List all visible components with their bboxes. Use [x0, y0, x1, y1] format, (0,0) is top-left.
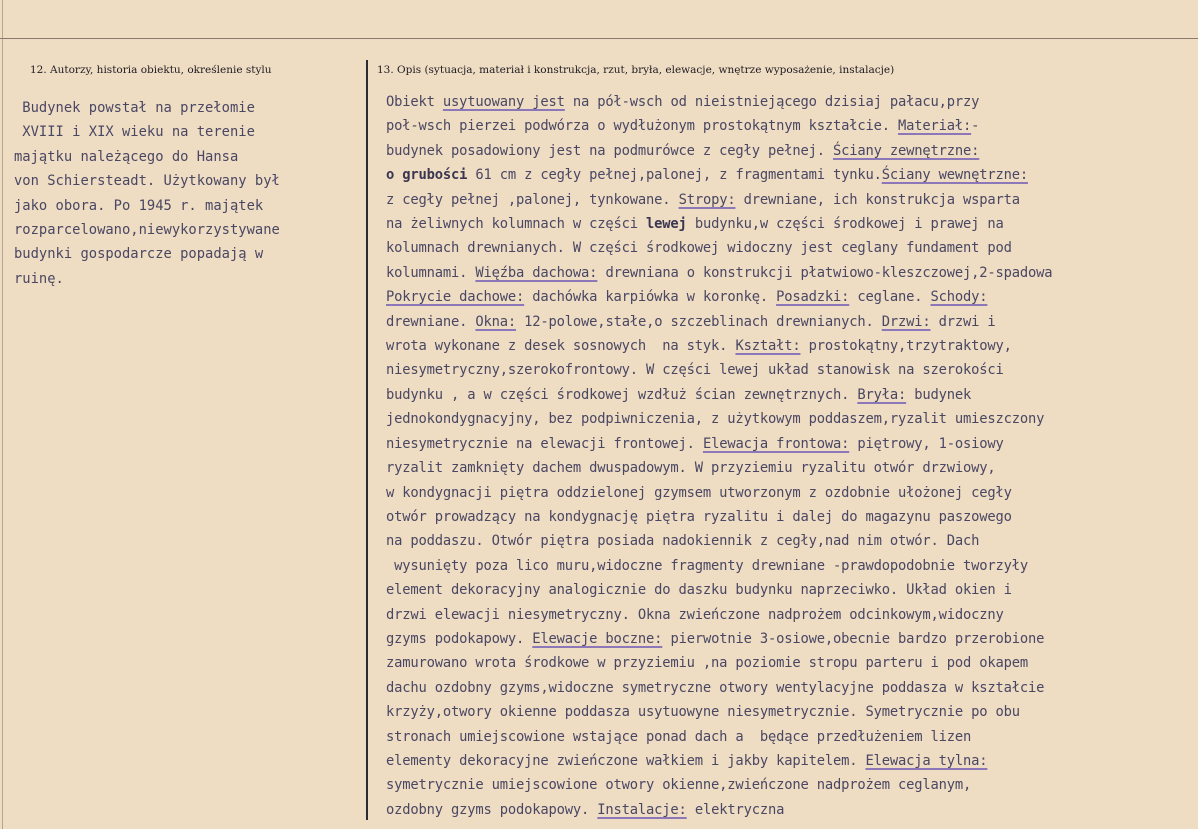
description-line: [386, 456, 1191, 480]
text-segment: elementy dekoracyjne zwieńczone wałkiem i jakby kapitelem.: [386, 752, 866, 769]
description-line: [386, 310, 1191, 334]
underlined-term: Drzwi:: [881, 313, 931, 330]
text-segment: pierwotnie 3-osiowe,obecnie bardzo przerobione: [662, 630, 1045, 647]
text-segment: budynku , a w części środkowej wzdłuż ścian zewnętrznych.: [386, 386, 858, 403]
history-line: majątku należącego do Hansa: [14, 148, 239, 165]
underlined-term: Materiał:: [897, 118, 972, 135]
underlined-term: Więźba dachowa:: [475, 264, 598, 281]
description-line: [386, 627, 1191, 651]
history-line: budynki gospodarcze popadają w: [14, 246, 264, 263]
description-line: [386, 114, 1191, 138]
description-line: [386, 285, 1191, 309]
text-segment: kolumnami.: [386, 264, 476, 281]
description-line: [386, 358, 1191, 382]
description-line: [386, 603, 1191, 627]
text-segment: z cegły pełnej ,palonej, tynkowane.: [386, 191, 679, 208]
text-segment: 61 cm z cegły pełnej,palonej, z fragmentami tynku.: [467, 167, 882, 184]
text-segment: drewniana o konstrukcji płatwiowo-kleszczowej,2-spadowa: [597, 264, 1053, 281]
text-segment: niesymetrycznie na elewacji frontowej.: [386, 435, 703, 452]
text-segment: niesymetryczny,szerokofrontowy. W części lewej układ stanowisk na szerokości: [386, 362, 1004, 379]
page-edge: [2, 0, 3, 829]
text-segment: dachówka karpiówka w koronkę.: [524, 289, 777, 306]
text-segment: stronach umiejscowione wstające ponad dach a będące przedłużeniem lizen: [386, 728, 972, 745]
text-segment: -: [971, 118, 980, 135]
text-segment: budynek posadowiony jest na podmurówce z cegły pełnej.: [386, 142, 833, 159]
history-line: rozparcelowano,niewykorzystywane: [14, 222, 280, 239]
description-line: [386, 383, 1191, 407]
text-segment: otwór prowadzący na kondygnację piętra ryzalitu i dalej do magazynu paszowego: [386, 508, 1012, 525]
history-line: XVIII i XIX wieku na terenie: [14, 124, 255, 141]
underlined-term: Posadzki:: [776, 289, 850, 306]
underlined-term: Pokrycie dachowe:: [386, 289, 525, 306]
text-segment: budynku,w części środkowej i prawej na: [686, 216, 1004, 233]
description-line: [386, 236, 1191, 260]
text-segment: wysunięty poza lico muru,widoczne fragmenty drewniane -prawdopodobnie tworzyły: [386, 557, 1028, 574]
text-segment: na żeliwnych kolumnach w części: [386, 216, 647, 233]
text-segment: ozdobny gzyms podokapowy.: [386, 801, 598, 818]
underlined-term: Stropy:: [678, 191, 736, 208]
underlined-term: Ściany wewnętrzne:: [881, 167, 1028, 184]
history-line: ruinę.: [14, 270, 64, 287]
text-segment: budynek: [906, 386, 972, 403]
description-line: [386, 407, 1191, 431]
description-text: [386, 90, 1191, 822]
text-segment: drzwi i: [930, 313, 996, 330]
description-line: [386, 505, 1191, 529]
underlined-term: Okna:: [475, 313, 517, 330]
description-line: [386, 163, 1191, 187]
text-segment: drewniane, ich konstrukcja wsparta: [735, 191, 1020, 208]
text-segment: drzwi elewacji niesymetryczny. Okna zwieńczone nadprożem odcinkowym,widoczny: [386, 606, 1004, 623]
overstruck-text: lewej: [646, 216, 687, 233]
history-line: Budynek powstał na przełomie: [14, 100, 255, 116]
text-segment: piętrowy, 1-osiowy: [849, 435, 1004, 452]
text-segment: krzyży,otwory okienne poddasza usytuowyne niesymetrycznie. Symetrycznie po obu: [386, 704, 1020, 721]
section-12-heading: 12. Autorzy, historia obiektu, określenie stylu: [30, 64, 272, 76]
description-line: [386, 554, 1191, 578]
text-segment: jednokondygnacyjny, bez podpiwniczenia, z użytkowym poddaszem,ryzalit umieszczony: [386, 411, 1045, 428]
description-line: [386, 529, 1191, 553]
text-segment: elektryczna: [686, 801, 785, 818]
text-segment: prostokątny,trzytraktowy,: [800, 338, 1012, 355]
underlined-term: Bryła:: [857, 386, 907, 403]
underlined-term: Elewacje boczne:: [532, 630, 663, 647]
underlined-term: usytuowany jest: [442, 94, 565, 110]
underlined-term: Kształt:: [735, 338, 801, 355]
description-line: [386, 212, 1191, 236]
underlined-term: Elewacja frontowa:: [702, 435, 850, 452]
description-line: [386, 676, 1191, 700]
description-line: [386, 700, 1191, 724]
underlined-term: Schody:: [930, 289, 988, 306]
description-line: [386, 725, 1191, 749]
history-text: [14, 96, 359, 291]
overstruck-text: o grubości: [386, 167, 468, 184]
description-line: [386, 188, 1191, 212]
description-line: [386, 798, 1191, 822]
text-segment: 12-polowe,stałe,o szczeblinach drewnianych.: [516, 313, 882, 330]
text-segment: element dekoracyjny analogicznie do daszku budynku naprzeciwko. Układ okien i: [386, 582, 1012, 599]
description-line: [386, 90, 1191, 114]
underlined-term: Instalacje:: [597, 801, 687, 818]
text-segment: dachu ozdobny gzyms,widoczne symetryczne otwory wentylacyjne poddasza w kształcie: [386, 679, 1045, 696]
text-segment: symetrycznie umiejscowione otwory okienne,zwieńczone nadprożem ceglanym,: [386, 777, 972, 794]
top-rule: [0, 38, 1198, 39]
description-line: [386, 261, 1191, 285]
text-segment: ceglane.: [849, 289, 931, 306]
underlined-term: Elewacja tylna:: [865, 752, 988, 769]
text-segment: poł-wsch pierzei podwórza o wydłużonym prostokątnym kształcie.: [386, 118, 898, 135]
underlined-term: Ściany zewnętrzne:: [832, 142, 980, 159]
history-line: von Schiersteadt. Użytkowany był: [14, 173, 280, 190]
text-segment: zamurowano wrota środkowe w przyziemiu ,na poziomie stropu parteru i pod okapem: [386, 655, 1028, 672]
description-line: [386, 773, 1191, 797]
description-line: [386, 651, 1191, 675]
text-segment: ryzalit zamknięty dachem dwuspadowym. W przyziemiu ryzalitu otwór drzwiowy,: [386, 460, 996, 477]
section-13-heading: 13. Opis (sytuacja, materiał i konstrukcja, rzut, bryła, elewacje, wnętrze wyposażenie, instalacje): [377, 64, 895, 76]
text-segment: kolumnach drewnianych. W części środkowej widoczny jest ceglany fundament pod: [386, 240, 1012, 257]
text-segment: na poddaszu. Otwór piętra posiada nadokiennik z cegły,nad nim otwór. Dach: [386, 533, 980, 550]
text-segment: gzyms podokapowy.: [386, 630, 533, 647]
description-line: [386, 139, 1191, 163]
text-segment: na pół-wsch od nieistniejącego dzisiaj pałacu,przy: [564, 94, 980, 110]
history-line: jako obora. Po 1945 r. majątek: [14, 197, 264, 214]
description-line: [386, 334, 1191, 358]
description-line: [386, 432, 1191, 456]
text-segment: Obiekt: [386, 94, 443, 110]
description-line: [386, 749, 1191, 773]
text-segment: drewniane.: [386, 313, 476, 330]
description-line: [386, 481, 1191, 505]
description-line: [386, 578, 1191, 602]
column-divider: [366, 60, 368, 820]
text-segment: w kondygnacji piętra oddzielonej gzymsem utworzonym z ozdobnie ułożonej cegły: [386, 484, 1012, 501]
text-segment: wrota wykonane z desek sosnowych na styk.: [386, 338, 736, 355]
